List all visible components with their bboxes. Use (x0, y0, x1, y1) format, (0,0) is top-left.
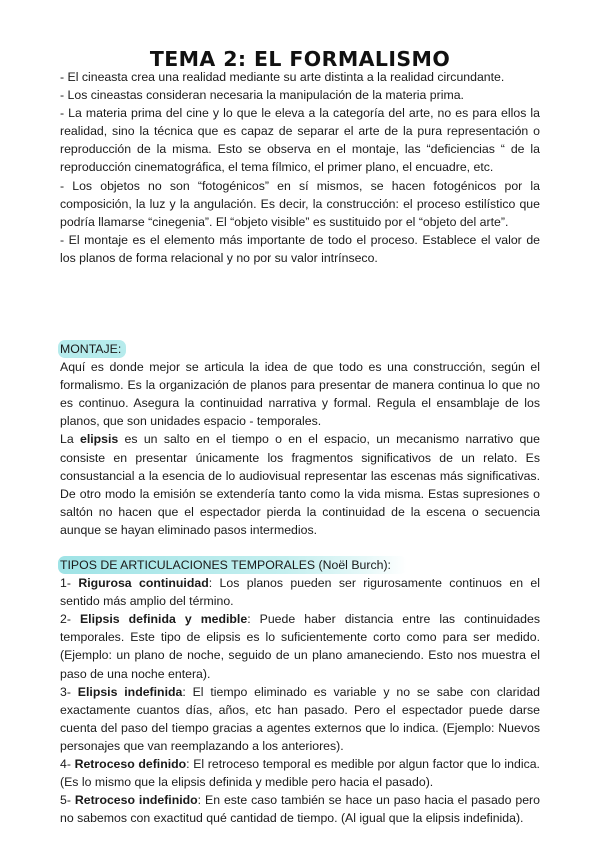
tipos-item-number: 1- (60, 576, 79, 591)
tipos-heading: TIPOS DE ARTICULACIONES TEMPORALES (Noël Burch): (58, 556, 407, 574)
montaje-section (60, 340, 540, 539)
tipos-item-number: 3- (60, 684, 78, 699)
tipos-item-text: : Los planos pueden ser rigurosamente continuos en el sentido más amplio del término. (60, 576, 540, 609)
tipos-item-term: Elipsis definida y medible (79, 612, 248, 627)
tipos-item (60, 755, 540, 791)
intro-item: - Los objetos no son “fotogénicos” en sí mismos, se hacen fotogénicos por la composición, la luz y la angulación. Es decir, la construcción: el proceso estilístico que podría llamarse “cinegenia”. El “objeto visible” es sustituido por el “objeto del arte”. (60, 178, 540, 229)
tipos-item-text: : El tiempo eliminado es variable y no se sabe con claridad exactamente cuantos días, años, etc han pasado. Pero el espectador puede darse cuenta del paso del tiempo gracias a agentes externos que lo indica. (Ejemplo: Nuevos personajes que van reemplazando a los anteriores). (60, 684, 540, 753)
tipos-heading-line (60, 556, 540, 574)
tipos-item-term: Rigurosa continuidad (78, 576, 209, 591)
page-title: TEMA 2: EL FORMALISMO (149, 46, 451, 71)
intro-item: - La materia prima del cine y lo que le eleva a la categoría del arte, no es para ellos la realidad, sino la técnica que es capaz de separar el arte de la pura representación o reproducción de la misma. Esto se observa en el montaje, las “deficiencias “ de la reproducción cinematográfica, el tema fílmico, el primer plano, el encuadre, etc. (60, 106, 540, 175)
tipos-section (60, 556, 540, 827)
tipos-item-text: : Puede haber distancia entre las continuidades temporales. Este tipo de elipsis es lo suficientemente corto como para ser medido. (Ejemplo: un plano de noche, seguido de un plano amaneciendo. Esto nos muestra el paso de una noche entera). (60, 612, 541, 681)
intro-item: - El cineasta crea una realidad mediante su arte distinta a la realidad circundante. (60, 70, 505, 84)
tipos-item-number: 5- (60, 793, 75, 808)
tipos-item (60, 610, 540, 682)
elipsis-term: elipsis (79, 432, 119, 447)
intro-item: - El montaje es el elemento más importante de todo el proceso. Establece el valor de los planos de forma relacional y no por su valor intrínseco. (60, 232, 540, 265)
elipsis-paragraph (60, 430, 540, 539)
tipos-item (60, 574, 540, 610)
intro-section (60, 68, 540, 267)
tipos-item-number: 4- (60, 757, 75, 772)
tipos-item-term: Retroceso definido (74, 757, 187, 772)
elipsis-paragraph-rest: es un salto en el tiempo o en el espacio, un mecanismo narrativo que consiste en presentar únicamente los fragmentos significativos de un relato. Es consustancial a la esencia de lo audiovisual representar las escenas más significativas. De otro modo la emisión se extendería tanto como la vida misma. Estas supresiones o saltón no hacen que el espectador pierda la continuidad de la escena o secuencia aunque se hayan eliminado pasos intermedios. (60, 432, 540, 537)
tipos-item-term: Retroceso indefinido (74, 793, 198, 808)
tipos-item-number: 2- (60, 612, 80, 627)
tipos-item-text: : En este caso también se hace un paso hacia el pasado pero no sabemos con exactitud qué cantidad de tiempo. (Al igual que la elipsis indefinida). (60, 793, 540, 826)
tipos-item-term: Elipsis indefinida (77, 684, 183, 699)
montaje-paragraph: Aquí es donde mejor se articula la idea de que todo es una construcción, según el formalismo. Es la organización de planos para presentar de manera continua lo que no es continuo. Asegura la continuidad narrativa y formal. Regula el ensamblaje de los planos, que son unidades espacio - temporales. (60, 360, 540, 429)
tipos-item (60, 683, 540, 755)
montaje-heading: MONTAJE: (58, 340, 126, 358)
intro-item: - Los cineastas consideran necesaria la manipulación de la materia prima. (60, 88, 464, 103)
tipos-item (60, 791, 540, 827)
montaje-heading-line (60, 340, 540, 358)
elipsis-paragraph-start: La (60, 432, 80, 447)
tipos-item-text: : El retroceso temporal es medible por algun factor que lo indica. (Es lo mismo que la elipsis definida y medible pero hacia el pasado). (60, 757, 540, 790)
